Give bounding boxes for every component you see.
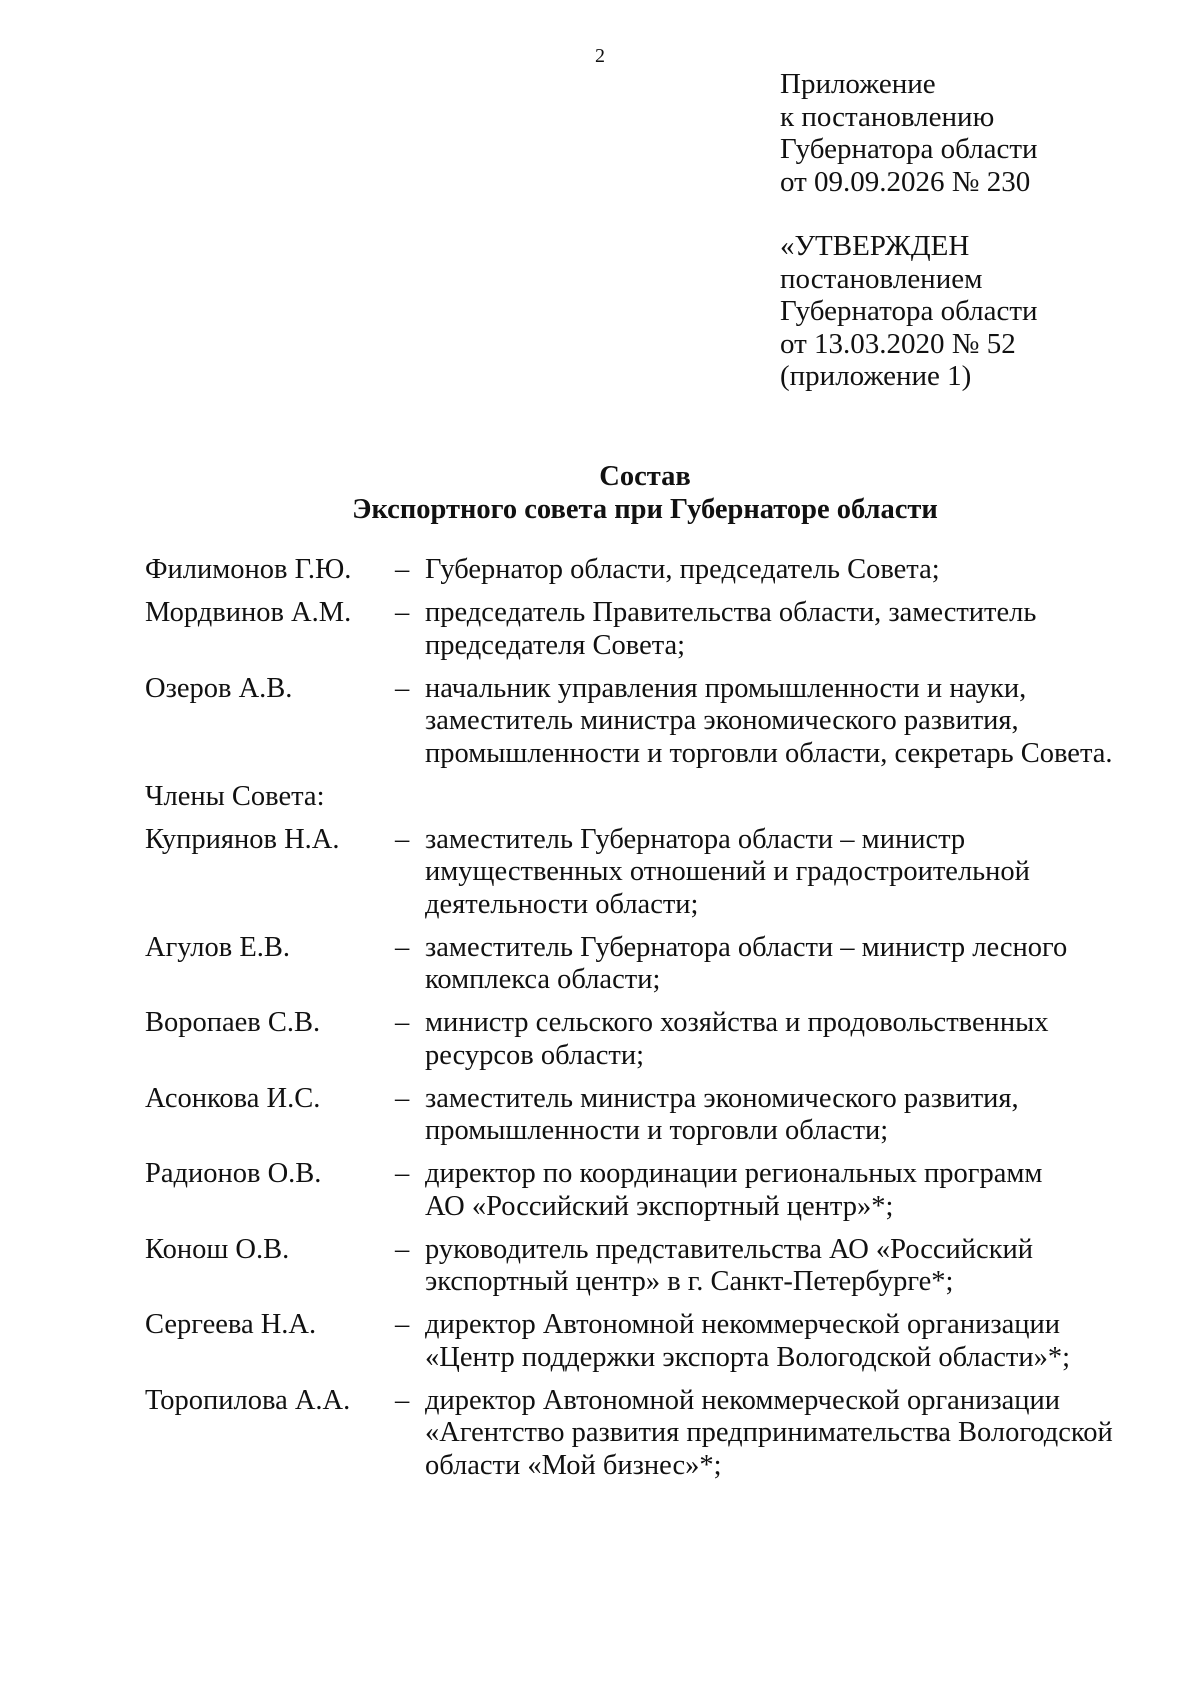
member-role bbox=[425, 597, 1155, 662]
member-row bbox=[145, 824, 1155, 922]
member-role bbox=[425, 1158, 1155, 1223]
member-dash: – bbox=[395, 1309, 410, 1340]
member-role-line: экспортный центр» в г. Санкт-Петербурге*; bbox=[425, 1266, 954, 1297]
member-row bbox=[145, 1309, 1155, 1374]
member-role-line: «Агентство развития предпринимательства Вологодской bbox=[425, 1417, 1113, 1448]
member-role bbox=[425, 554, 1155, 587]
member-row bbox=[145, 1083, 1155, 1148]
member-dash: – bbox=[395, 597, 410, 628]
member-role-line: деятельности области; bbox=[425, 888, 699, 920]
member-name: Филимонов Г.Ю. bbox=[145, 554, 352, 585]
member-name: Асонкова И.С. bbox=[145, 1082, 321, 1114]
council-composition-list bbox=[145, 554, 1155, 1493]
member-dash: – bbox=[395, 823, 410, 855]
member-role bbox=[425, 673, 1155, 771]
appendix-stamp-line: от 09.09.2026 № 230 bbox=[780, 165, 1031, 198]
approval-stamp-line: Губернатора области bbox=[780, 295, 1038, 327]
member-role-line: области «Мой бизнес»*; bbox=[425, 1449, 722, 1481]
member-name: Озеров А.В. bbox=[145, 672, 293, 704]
member-row bbox=[145, 554, 1155, 587]
member-role bbox=[425, 932, 1155, 997]
member-role-line: промышленности и торговли области, секретарь Совета. bbox=[425, 737, 1113, 769]
member-role bbox=[425, 824, 1155, 922]
member-dash: – bbox=[395, 1158, 410, 1189]
approval-stamp-line: от 13.03.2020 № 52 bbox=[780, 327, 1016, 360]
appendix-stamp-line: к постановлению bbox=[780, 100, 995, 133]
member-name: Торопилова А.А. bbox=[145, 1384, 351, 1416]
member-role-line: директор Автономной некоммерческой организации bbox=[425, 1384, 1061, 1416]
member-row bbox=[145, 1385, 1155, 1483]
title-line: Состав bbox=[599, 461, 691, 492]
member-dash: – bbox=[395, 1233, 410, 1265]
member-role-line: заместитель Губернатора области – министр лесного bbox=[425, 931, 1068, 963]
member-role bbox=[425, 1385, 1155, 1483]
member-row bbox=[145, 597, 1155, 662]
member-role-line: Губернатор области, председатель Совета; bbox=[425, 554, 940, 585]
member-role-line: председателя Совета; bbox=[425, 629, 686, 661]
member-row bbox=[145, 932, 1155, 997]
approval-stamp bbox=[780, 230, 1038, 393]
document-title bbox=[0, 460, 1200, 526]
member-dash: – bbox=[395, 931, 410, 963]
member-role bbox=[425, 1234, 1155, 1299]
member-role-line: заместитель министра экономического развития, bbox=[425, 705, 1019, 736]
member-role-line: заместитель министра экономического развития, bbox=[425, 1082, 1019, 1114]
member-row bbox=[145, 1234, 1155, 1299]
member-name: Сергеева Н.А. bbox=[145, 1309, 317, 1340]
member-name: Воропаев С.В. bbox=[145, 1007, 321, 1038]
appendix-stamp bbox=[780, 68, 1038, 198]
title-line: Экспортного совета при Губернаторе области bbox=[352, 494, 938, 525]
member-role-line: АО «Российский экспортный центр»*; bbox=[425, 1190, 894, 1222]
member-dash: – bbox=[395, 1007, 410, 1038]
member-role-line: руководитель представительства АО «Российский bbox=[425, 1233, 1034, 1265]
member-dash: – bbox=[395, 554, 410, 585]
approval-stamp-line: (приложение 1) bbox=[780, 360, 972, 392]
member-role bbox=[425, 1083, 1155, 1148]
member-name: Радионов О.В. bbox=[145, 1158, 322, 1189]
member-role-line: ресурсов области; bbox=[425, 1039, 645, 1071]
member-role bbox=[425, 1309, 1155, 1374]
member-role bbox=[425, 1007, 1155, 1072]
appendix-stamp-line: Приложение bbox=[780, 68, 936, 100]
member-role-line: директор по координации региональных программ bbox=[425, 1158, 1043, 1189]
approval-stamp-line: постановлением bbox=[780, 262, 983, 295]
page-number: 2 bbox=[595, 45, 605, 67]
member-dash: – bbox=[395, 1384, 410, 1416]
member-row bbox=[145, 1158, 1155, 1223]
members-section-label: Члены Совета: bbox=[145, 780, 325, 812]
member-role-line: «Центр поддержки экспорта Вологодской области»*; bbox=[425, 1341, 1071, 1373]
member-dash: – bbox=[395, 672, 410, 704]
member-role-line: начальник управления промышленности и науки, bbox=[425, 672, 1027, 704]
appendix-stamp-line: Губернатора области bbox=[780, 133, 1038, 165]
member-name: Мордвинов А.М. bbox=[145, 597, 352, 628]
member-name: Агулов Е.В. bbox=[145, 931, 290, 963]
member-name: Конош О.В. bbox=[145, 1233, 290, 1265]
member-row bbox=[145, 1007, 1155, 1072]
member-role-line: заместитель Губернатора области – министр bbox=[425, 823, 966, 855]
member-role-line: комплекса области; bbox=[425, 964, 661, 995]
member-dash: – bbox=[395, 1082, 410, 1114]
member-name: Куприянов Н.А. bbox=[145, 823, 340, 855]
member-role-line: министр сельского хозяйства и продовольственных bbox=[425, 1007, 1049, 1038]
member-row bbox=[145, 673, 1155, 771]
member-role-line: имущественных отношений и градостроительной bbox=[425, 856, 1030, 887]
approval-stamp-line: «УТВЕРЖДЕН bbox=[780, 230, 970, 262]
member-role-line: директор Автономной некоммерческой организации bbox=[425, 1309, 1061, 1340]
member-role-line: промышленности и торговли области; bbox=[425, 1115, 889, 1146]
member-role-line: председатель Правительства области, заместитель bbox=[425, 597, 1037, 628]
